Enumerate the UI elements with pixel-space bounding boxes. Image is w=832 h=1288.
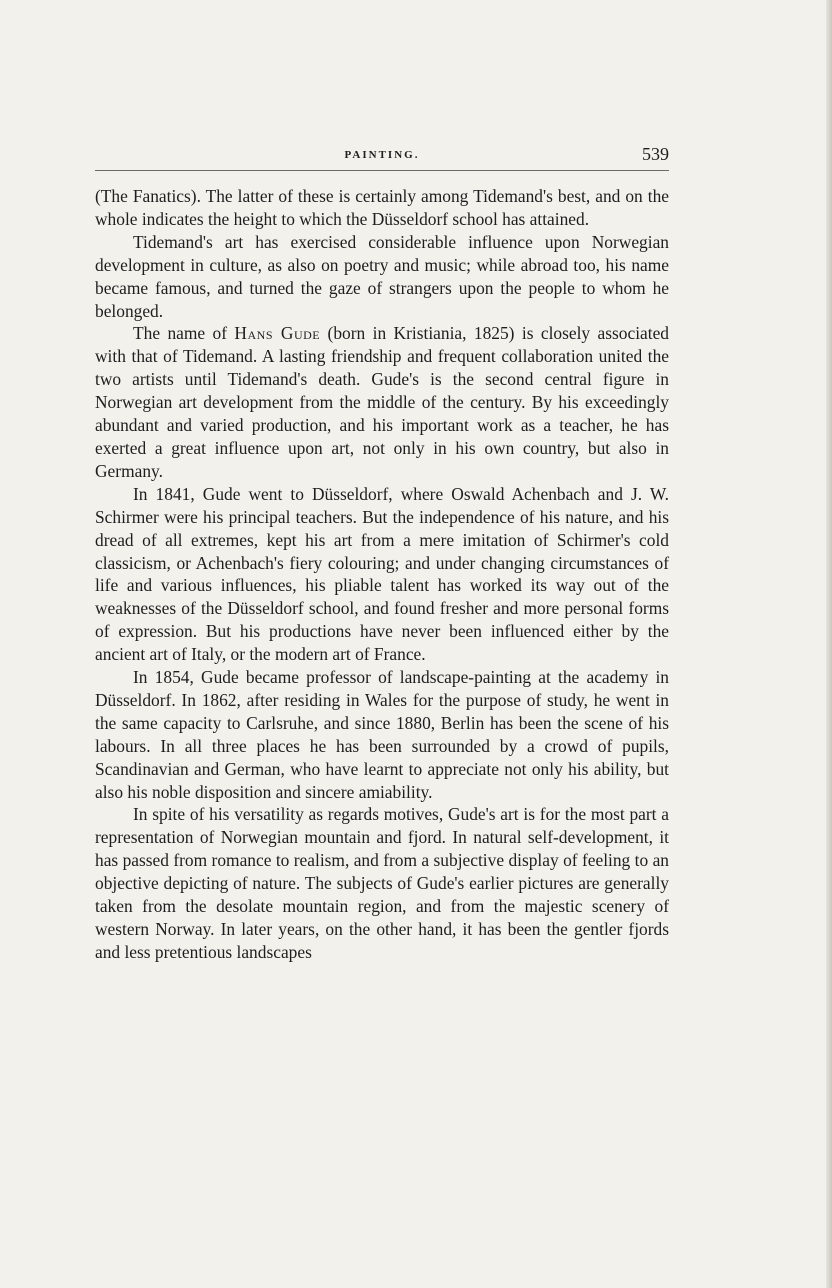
body-text — [95, 185, 669, 964]
paragraph-3-rest: (born in Kristiania, 1825) is closely associated with that of Tidemand. A lasting friendship and frequent collaboration united the two artists until Tidemand's death. Gude's is the second central figure in Norwegian art development from the middle of the century. By his exceedingly abundant and varied production, and his important work as a teacher, he has exerted a great influence upon art, not only in his own country, but also in Germany. — [95, 323, 670, 481]
running-head — [95, 146, 669, 171]
paragraph-6: In spite of his versatility as regards motives, Gude's art is for the most part a representation of Norwegian mountain and fjord. In natural self-development, it has passed from romance to realism, and from a subjective display of feeling to an objective depicting of nature. The subjects of Gude's earlier pictures are generally taken from the desolate mountain region, and from the majestic scenery of western Norway. In later years, on the other hand, it has been the gentler fjords and less pretentious landscapes — [95, 804, 669, 962]
page-number: 539 — [642, 144, 669, 164]
paragraph-4: In 1841, Gude went to Düsseldorf, where Oswald Achenbach and J. W. Schirmer were his principal teachers. But the independence of his nature, and his dread of all extremes, kept his art from a mere imitation of Schirmer's cold classicism, or Achenbach's fiery colouring; and under changing circumstances of life and various influences, his pliable talent has worked its way out of the weaknesses of the Düsseldorf school, and found fresher and more personal forms of expression. But his productions have never been influenced either by the ancient art of Italy, or the modern art of France. — [95, 483, 669, 665]
paragraph-3-lead: The name of — [133, 323, 235, 344]
paragraph-5: In 1854, Gude became professor of landscape-painting at the academy in Düsseldorf. In 1862, after residing in Wales for the purpose of study, he went in the same capacity to Carlsruhe, and since 1880, Berlin has been the scene of his labours. In all three places he has been surrounded by a crowd of pupils, Scandinavian and German, who have learnt to appreciate not only his ability, but also his noble disposition and sincere amiability. — [95, 667, 669, 802]
paragraph-3 — [95, 322, 669, 482]
page-edge — [826, 0, 832, 1288]
running-head-title: PAINTING. — [344, 149, 420, 161]
paragraph-2: Tidemand's art has exercised considerable influence upon Norwegian development in culture, as also on poetry and music; while abroad too, his name became famous, and turned the gaze of strangers upon the people to whom he belonged. — [95, 231, 669, 321]
artist-name-hans-gude: Hans Gude — [234, 323, 321, 344]
paragraph-1: (The Fanatics). The latter of these is certainly among Tidemand's best, and on the whole indicates the height to which the Düsseldorf school has attained. — [95, 186, 669, 229]
